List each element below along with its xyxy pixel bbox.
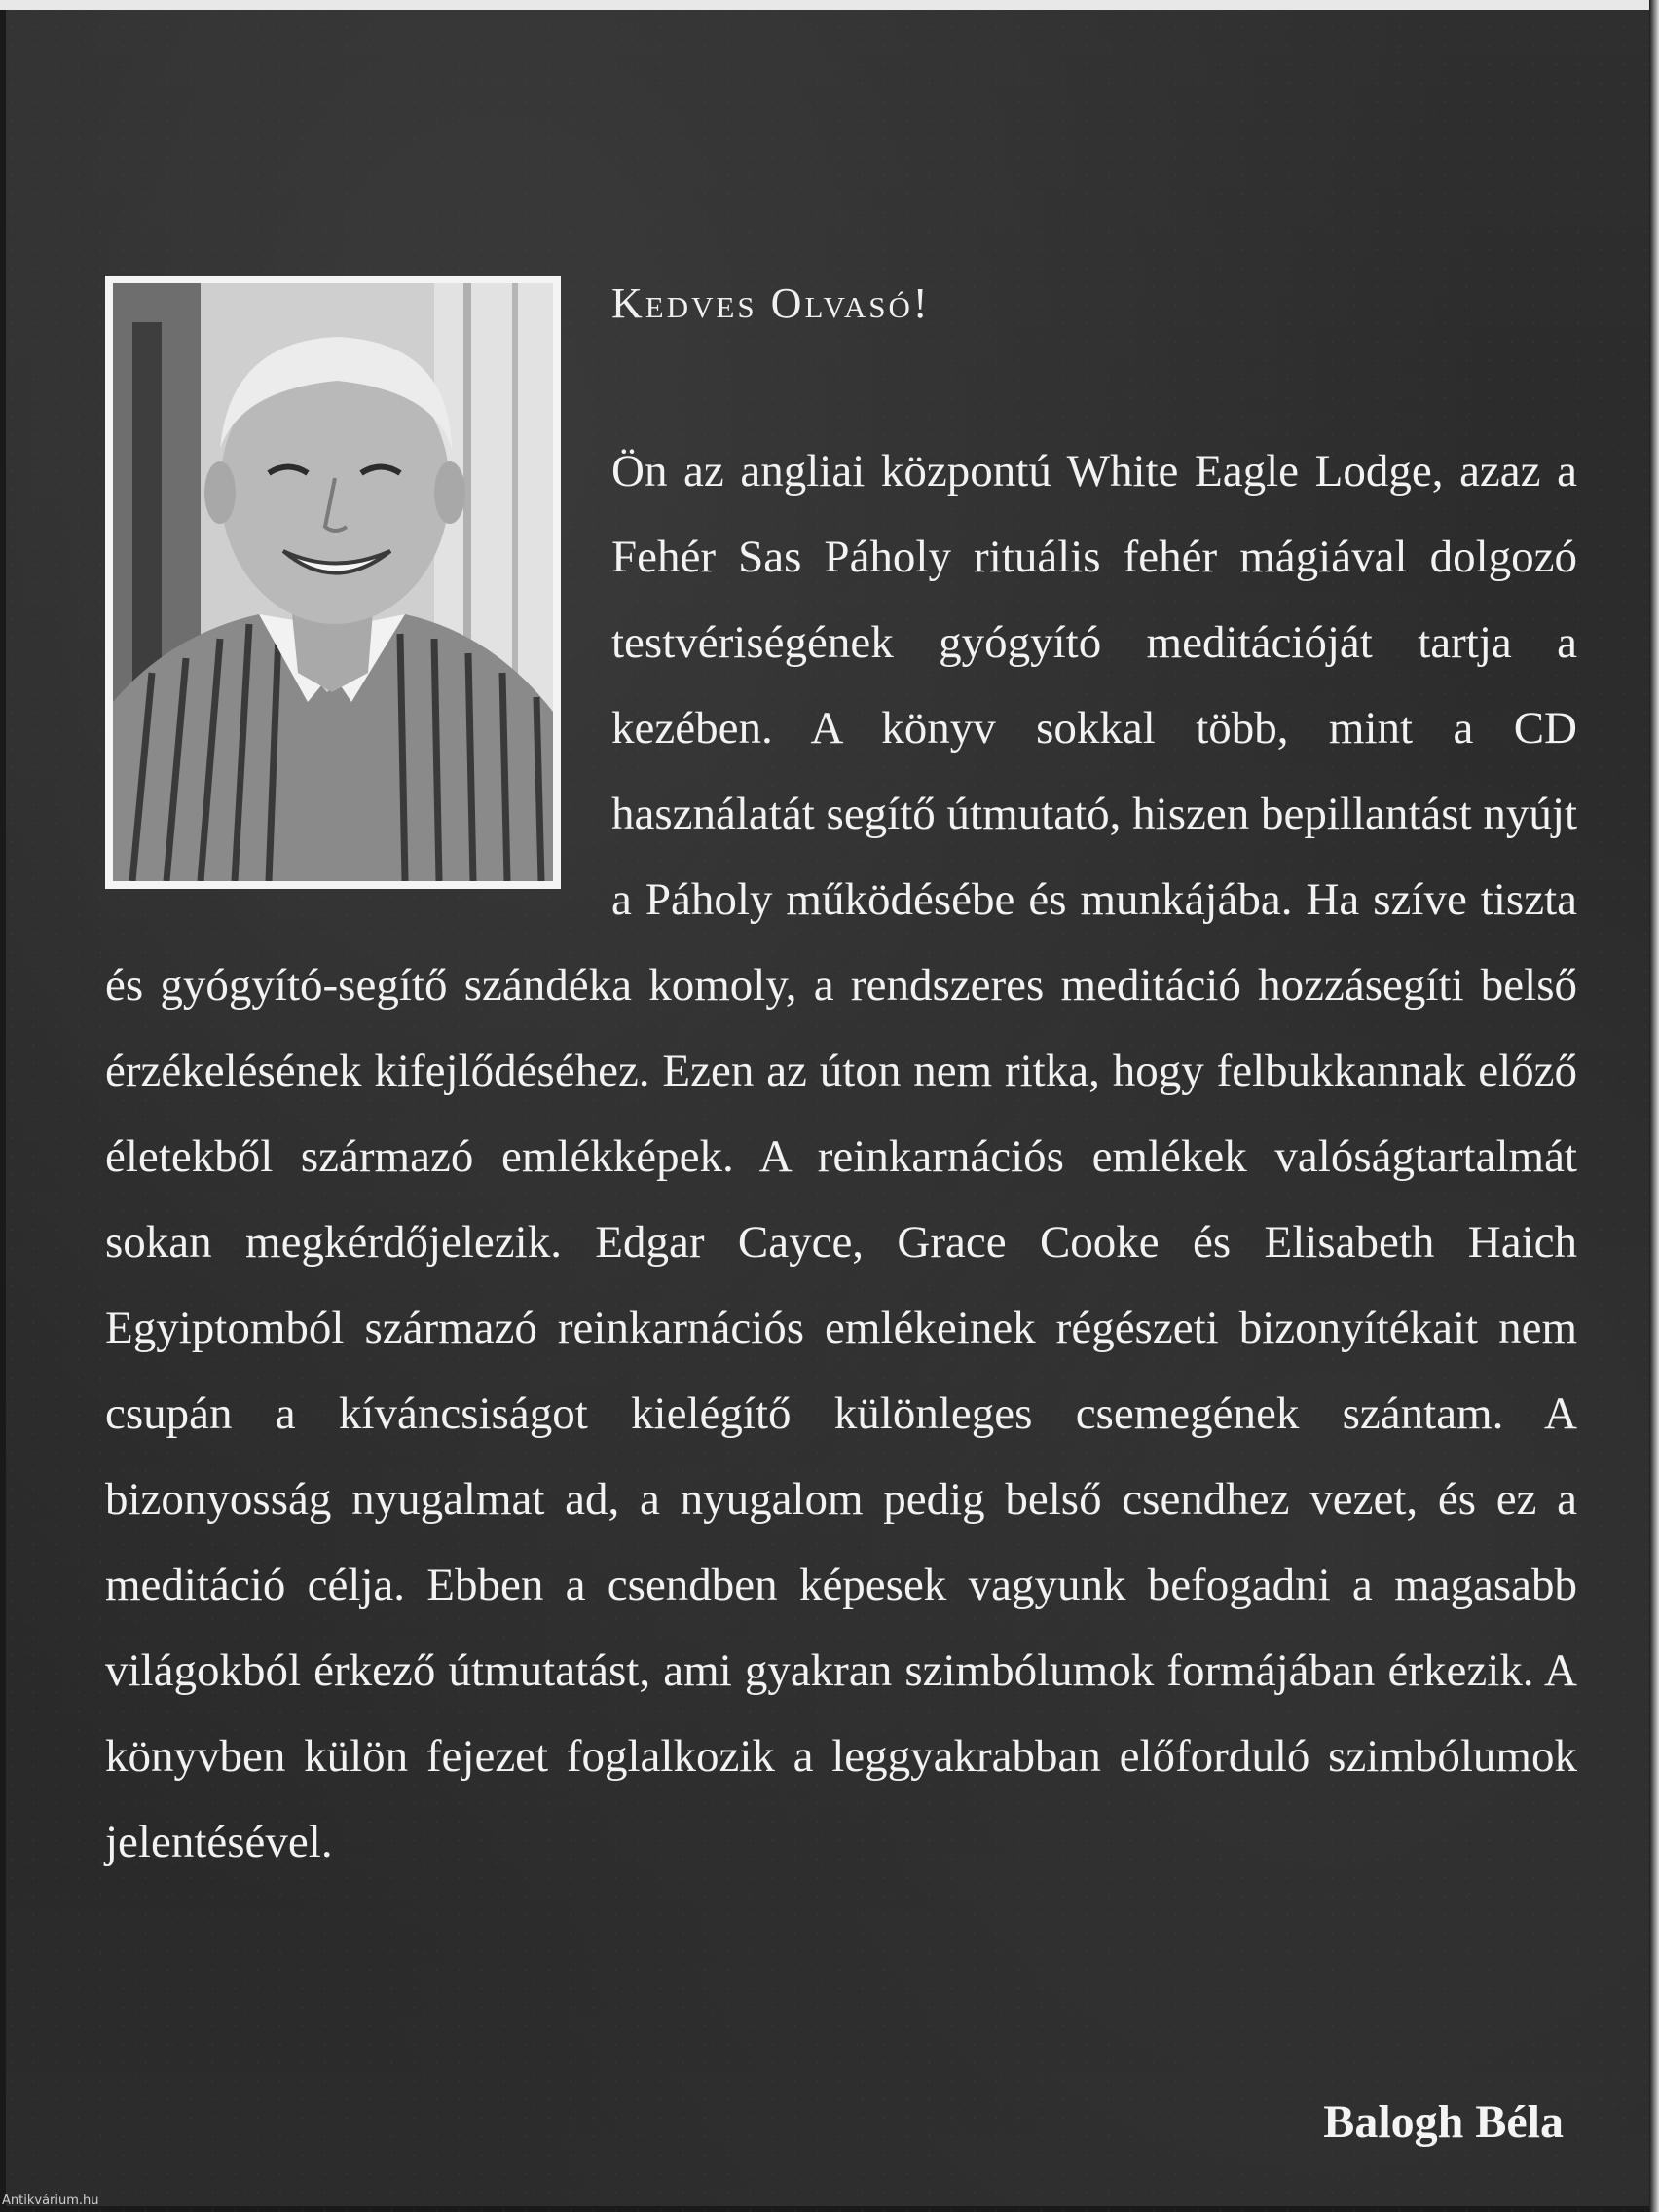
- letter-body: [105, 428, 1577, 1885]
- letter-body-text: Ön az angliai központú White Eagle Lodge, azaz a Fehér Sas Páholy rituális fehér mágiával dolgozó testvériségének gyógyító meditációját tartja a kezében. A könyv sokkal több, mint a CD használatát segítő útmutató, hiszen bepillantást nyújt a Páholy működésébe és munkájába. Ha szíve tiszta és gyógyító-segítő szándéka komoly, a rendszeres meditáció hozzásegíti belső érzékelésének kifejlődéséhez. Ezen az úton nem ritka, hogy felbukkannak előző életekből származó emlékképek. A reinkarnációs emlékek valóságtartalmát sokan megkérdőjelezik. Edgar Cayce, Grace Cooke és Elisabeth Haich Egyiptomból származó reinkarnációs emlékeinek régészeti bizonyítékait nem csupán a kíváncsiságot kielégítő különleges csemegének szántam. A bizonyosság nyugalmat ad, a nyugalom pedig belső csendhez vezet, és ez a meditáció célja. Ebben a csendben képesek vagyunk befogadni a magasabb világokból érkező útmutatást, ami gyakran szimbólumok formájában érkezik. A könyvben külön fejezet foglalkozik a leggyakrabban előforduló szimbólumok jelentésével.: [105, 446, 1577, 1867]
- letter-greeting: Kedves Olvasó!: [611, 279, 931, 327]
- site-watermark: Antikvárium.hu: [2, 2194, 99, 2208]
- scan-edge-right: [1649, 0, 1659, 2212]
- scan-edge-top: [0, 0, 1659, 10]
- photo-wrap-spacer: [105, 428, 611, 935]
- author-signature: Balogh Béla: [1323, 2096, 1564, 2148]
